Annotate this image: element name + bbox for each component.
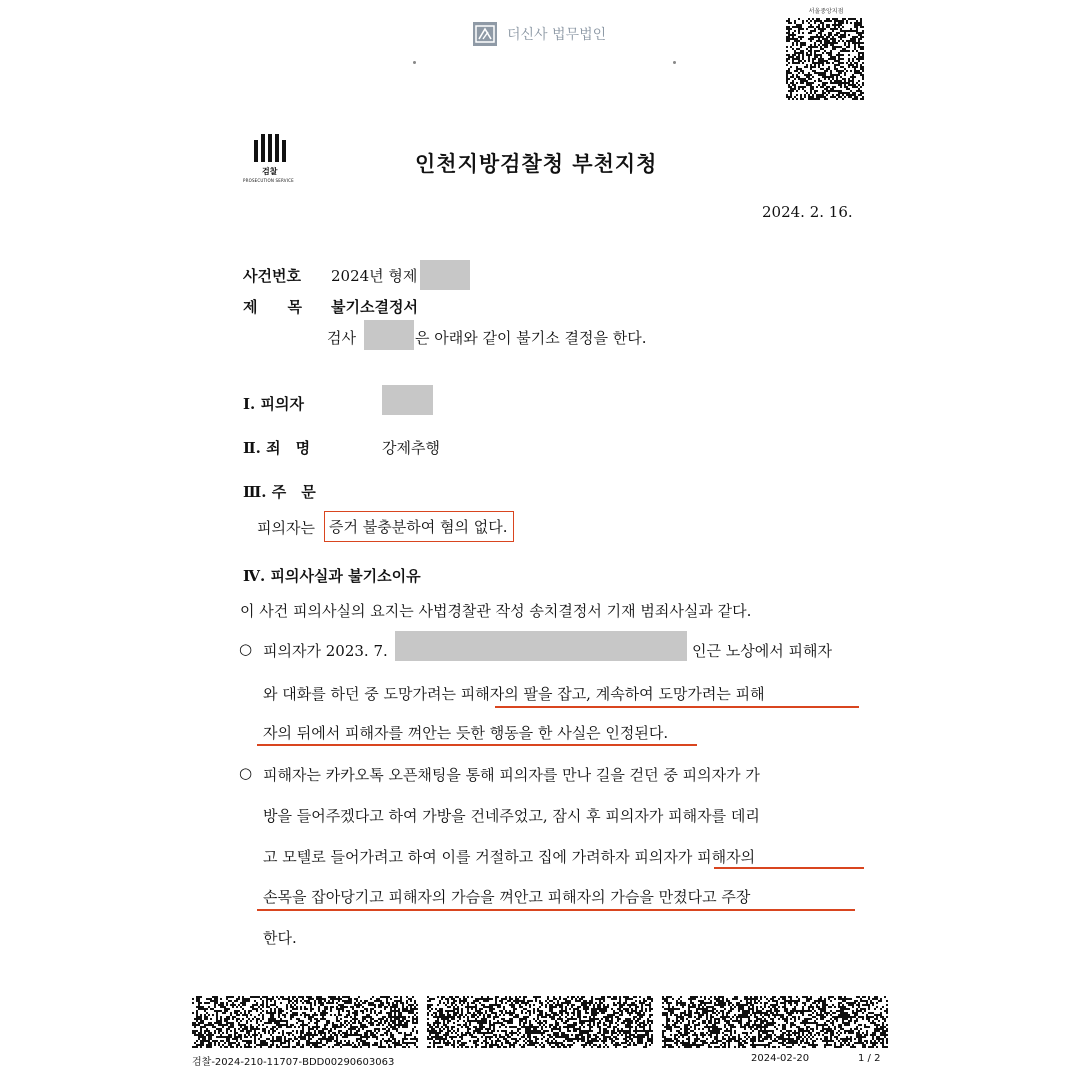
document-barcode <box>192 996 418 1048</box>
section-reason-heading: Ⅳ. 피의사실과 불기소이유 <box>243 567 421 585</box>
redaction-box <box>382 385 433 415</box>
case-number-value: 2024년 형제 <box>331 267 418 285</box>
section-suspect-heading: Ⅰ. 피의자 <box>243 395 304 413</box>
paragraph-line: 한다. <box>263 929 297 947</box>
title-label: 제 목 <box>243 298 302 316</box>
paragraph-line: 인근 노상에서 피해자 <box>692 642 832 660</box>
paragraph-line: 피의자가 2023. 7. <box>263 642 388 660</box>
redaction-box <box>395 631 687 661</box>
footer-document-id: 검찰-2024-210-11707-BDD00290603063 <box>192 1057 395 1068</box>
document-barcode <box>427 996 653 1048</box>
redaction-box <box>364 320 414 350</box>
order-verdict-highlight: 증거 불충분하여 혐의 없다. <box>324 511 514 542</box>
highlight-underline <box>257 744 697 746</box>
section-order-heading: Ⅲ. 주 문 <box>243 483 316 501</box>
brand-name: 더신사 법무법인 <box>507 27 607 43</box>
charge-value: 강제추행 <box>382 439 440 457</box>
document-date: 2024. 2. 16. <box>762 203 853 221</box>
prosecutor-suffix: 은 아래와 같이 불기소 결정을 한다. <box>415 329 647 347</box>
punch-dot <box>413 61 416 64</box>
brand-header <box>473 21 606 47</box>
paragraph-line: 고 모텔로 들어가려고 하여 이를 거절하고 집에 가려하자 피의자가 피해자의 <box>263 848 756 866</box>
highlight-underline <box>257 909 855 911</box>
punch-dot <box>673 61 676 64</box>
paragraph-line: 자의 뒤에서 피해자를 껴안는 듯한 행동을 한 사실은 인정된다. <box>263 724 669 742</box>
law-firm-logo-icon <box>473 22 497 46</box>
footer-page-number: 1 / 2 <box>858 1053 881 1064</box>
redaction-box <box>420 260 470 290</box>
title-value: 불기소결정서 <box>331 298 418 316</box>
section-charge-heading: Ⅱ. 죄 명 <box>243 439 311 457</box>
highlight-underline <box>714 867 864 869</box>
document-barcode <box>662 996 888 1048</box>
order-prefix: 피의자는 <box>257 519 315 537</box>
paragraph-line: 와 대화를 하던 중 도망가려는 피해자의 팔을 잡고, 계속하여 도망가려는 피해 <box>263 685 765 703</box>
prosecutor-prefix: 검사 <box>327 329 356 347</box>
highlight-underline <box>495 706 859 708</box>
emblem-name: 검찰 <box>262 167 278 176</box>
emblem-bars-icon <box>254 134 303 162</box>
qr-label: 서울중앙지점 <box>808 8 844 15</box>
paragraph-line: 손목을 잡아당기고 피해자의 가슴을 껴안고 피해자의 가슴을 만졌다고 주장 <box>263 888 751 906</box>
qr-code <box>786 18 864 100</box>
prosecution-emblem <box>243 134 303 183</box>
paragraph-line: 방을 들어주겠다고 하여 가방을 건네주었고, 잠시 후 피의자가 피해자를 데리 <box>263 807 760 825</box>
case-number-label: 사건번호 <box>243 267 301 285</box>
footer-date: 2024-02-20 <box>751 1053 810 1064</box>
emblem-subtitle: PROSECUTION SERVICE <box>243 178 294 183</box>
office-title: 인천지방검찰청 부천지청 <box>415 152 658 176</box>
intro-text: 이 사건 피의사실의 요지는 사법경찰관 작성 송치결정서 기재 범죄사실과 같다. <box>240 602 752 620</box>
bullet-marker: ○ <box>239 640 253 658</box>
paragraph-line: 피해자는 카카오톡 오픈채팅을 통해 피의자를 만나 길을 걷던 중 피의자가 가 <box>263 766 760 784</box>
bullet-marker: ○ <box>239 764 253 782</box>
